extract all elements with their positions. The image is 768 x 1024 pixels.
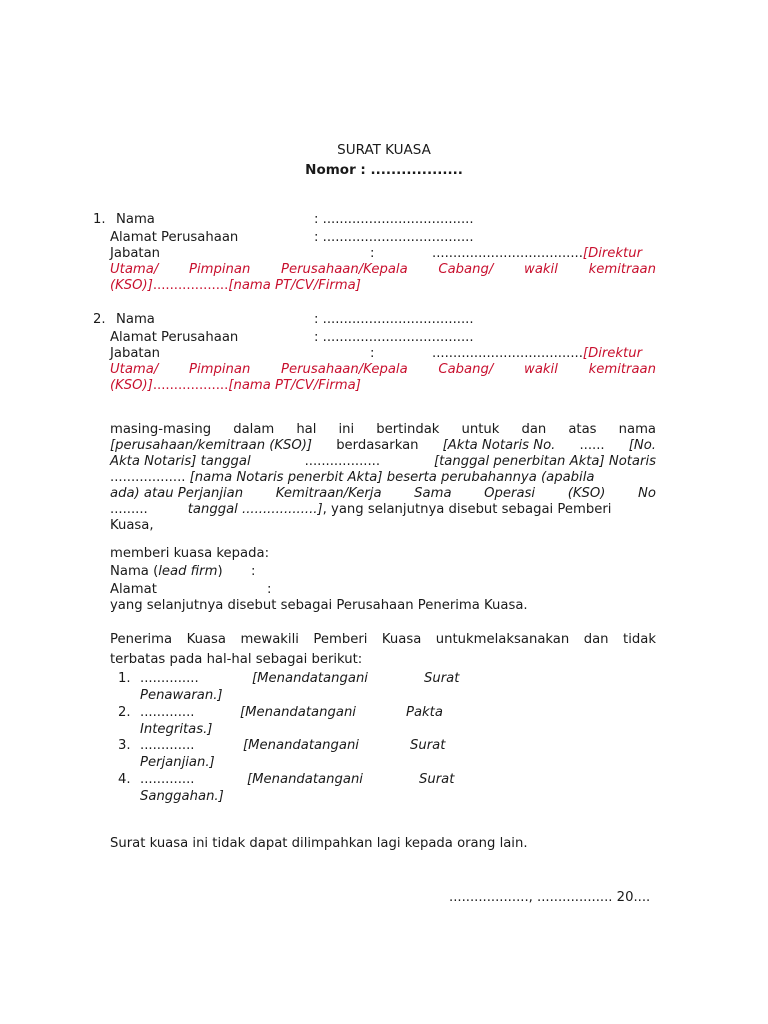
word: kemitraan [588,362,656,377]
task-continuation: Perjanjian.] [140,755,215,770]
task-continuation: Integritas.] [140,722,213,737]
text-fragment: Akta Notaris] tanggal [110,454,251,469]
task-continuation: Sanggahan.] [140,789,224,804]
party-2-dots-2: .................. [152,378,229,393]
word: bertindak [376,422,440,437]
recipient-alamat-colon: : [267,582,272,597]
task-object: Surat [424,671,460,686]
word: masing-masing [110,422,212,437]
party-2-jabatan-colon: : [370,346,375,361]
word: mewakili [240,632,299,647]
party-2-nama-label: Nama [116,312,155,327]
word: untuk [461,422,500,437]
recipient-closing: yang selanjutnya disebut sebagai Perusahaan Penerima Kuasa. [110,598,528,613]
task-object: Pakta [406,705,443,720]
task-number: 3. [118,738,131,753]
p1-line-1 [110,422,656,438]
document-number: Nomor : .................. [305,162,463,178]
word: No [638,486,656,501]
task-object: Surat [410,738,446,753]
word: hal [296,422,317,437]
recipient-nama-label [110,564,223,579]
party-1-jabatan-dots: .................................... [432,246,583,261]
p1-line-5 [110,486,656,502]
text-fragment: tanggal [187,502,238,517]
text-fragment: [tanggal penerbitan Akta] Notaris [433,454,656,469]
word: dalam [233,422,275,437]
text-fragment: , yang selanjutnya disebut sebagai Pemberi [322,502,612,517]
party-2-jabatan-line2 [110,362,656,378]
text-fragment: [Akta Notaris No. [442,438,556,453]
p1-line-6 [110,502,611,518]
party-1-nama-value: : .................................... [314,212,474,227]
word: ada) atau Perjanjian [110,486,244,501]
p1-line-3 [110,454,656,470]
party-2-jabatan-label: Jabatan [110,346,161,361]
word: ini [338,422,355,437]
party-1-dots-2: .................. [152,278,229,293]
word: kemitraan [588,262,656,277]
recipient-intro: memberi kuasa kepada: [110,546,270,561]
text-fragment: [No. [628,438,656,453]
text-fragment: ......... [110,502,148,517]
text-fragment: ) [217,564,223,579]
text-fragment: [perusahaan/kemitraan (KSO)] [110,438,313,453]
word: Cabang/ [438,362,494,377]
closing-statement: Surat kuasa ini tidak dapat dilimpahkan lagi kepada orang lain. [110,836,528,851]
task-continuation: Penawaran.] [140,688,223,703]
task-dots: .............. [140,671,199,686]
text-fragment: [nama Notaris penerbit Akta] beserta perubahannya (apabila [185,470,595,485]
party-2-alamat-label: Alamat Perusahaan [110,330,239,345]
p2-line-1 [110,632,656,648]
text-fragment: .................. [110,470,186,485]
task-dots: ............. [140,705,195,720]
party-1-jabatan-label: Jabatan [110,246,161,261]
word: wakil [524,262,558,277]
party-1-kso: (KSO)] [110,278,153,293]
task-number: 1. [118,671,131,686]
recipient-alamat-label: Alamat [110,582,157,597]
text-fragment: .................. [304,454,381,469]
text-fragment: ...... [579,438,605,453]
p1-line-2 [110,438,656,454]
task-number: 2. [118,705,131,720]
word: Kuasa [381,632,422,647]
word: tidak [623,632,656,647]
party-2-company-placeholder: [nama PT/CV/Firma] [228,378,361,393]
party-1-company-placeholder: [nama PT/CV/Firma] [228,278,361,293]
task-action: [Menandatangani [243,738,359,753]
word: (KSO) [567,486,606,501]
party-1-nama-label: Nama [116,212,155,227]
word: dan [521,422,547,437]
word: Kemitraan/Kerja [275,486,382,501]
word: wakil [524,362,558,377]
party-2-kso: (KSO)] [110,378,153,393]
word: Pimpinan [189,362,251,377]
party-2-jabatan-dots: .................................... [432,346,583,361]
word: atas [568,422,597,437]
word: nama [618,422,656,437]
party-2-nama-value: : .................................... [314,312,474,327]
word: Sama [414,486,452,501]
p1-line-7: Kuasa, [110,518,154,533]
recipient-nama-colon: : [251,564,256,579]
text-fragment: Nama ( [110,564,159,579]
document-title: SURAT KUASA [337,142,431,158]
party-2-index: 2. [93,312,106,327]
word: Utama/ [110,262,159,277]
task-action: [Menandatangani [247,772,363,787]
word: Perusahaan/Kepala [281,362,408,377]
task-action: [Menandatangani [240,705,356,720]
word: untukmelaksanakan [435,632,570,647]
task-dots: ............. [140,772,195,787]
word: Penerima [110,632,173,647]
p2-line-2: terbatas pada hal-hal sebagai berikut: [110,652,363,667]
party-1-jabatan-placeholder: [Direktur [582,246,643,261]
place-date: ..................., .................. 20.... [449,890,651,905]
party-2-alamat-value: : .................................... [314,330,474,345]
party-1-jabatan-line2 [110,262,656,278]
task-action: [Menandatangani [252,671,368,686]
word: Pimpinan [189,262,251,277]
task-number: 4. [118,772,131,787]
word: Pemberi [313,632,368,647]
task-object: Surat [419,772,455,787]
text-fragment: berdasarkan [336,438,419,453]
word: Kuasa [186,632,226,647]
word: Utama/ [110,362,159,377]
p1-line-4 [110,470,594,486]
party-1-jabatan-colon: : [370,246,375,261]
word: Perusahaan/Kepala [281,262,408,277]
task-dots: ............. [140,738,195,753]
text-fragment: lead firm [158,564,218,579]
party-1-index: 1. [93,212,106,227]
word: Operasi [484,486,536,501]
party-1-alamat-label: Alamat Perusahaan [110,230,239,245]
party-2-jabatan-placeholder: [Direktur [582,346,643,361]
word: Cabang/ [438,262,494,277]
text-fragment: ..................] [237,502,323,517]
party-1-alamat-value: : .................................... [314,230,474,245]
word: dan [583,632,609,647]
